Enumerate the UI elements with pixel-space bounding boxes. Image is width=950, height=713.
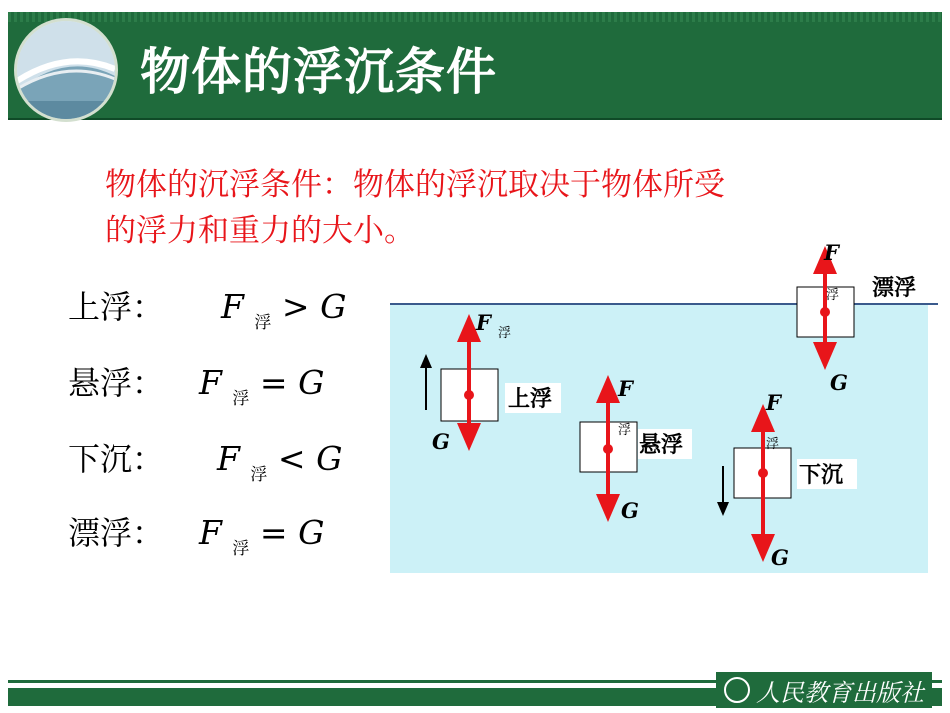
gravity-symbol: G [298,513,325,552]
force-symbol: F [217,439,240,478]
condition-label: 漂浮： [68,514,165,552]
rising-gravity-label: G [432,429,450,454]
floating-force-sub: 浮 [826,288,840,303]
gravity-symbol: G [298,363,325,402]
gravity-symbol: G [316,439,343,478]
sinking-center-dot [758,468,768,478]
relation-symbol: < [267,439,317,478]
floating-state-label: 漂浮 [872,276,917,301]
force-subscript: 浮 [254,313,272,333]
condition-label: 悬浮： [68,364,165,402]
relation-symbol: = [249,513,299,552]
floating-center-dot [820,307,830,317]
force-subscript: 浮 [232,389,250,409]
condition-label: 上浮： [68,288,165,326]
publisher-emblem-icon [724,677,750,703]
rising-state-label: 上浮 [508,387,553,412]
suspended-state-label: 悬浮 [639,433,684,458]
force-symbol: F [199,513,222,552]
force-symbol: F [221,287,244,326]
force-subscript: 浮 [250,465,268,485]
relation-symbol: = [249,363,299,402]
relation-symbol: > [271,287,321,326]
floating-gravity-label: G [830,370,848,395]
suspended-center-dot [603,444,613,454]
intro-text: 物体的沉浮条件：物体的浮沉取决于物体所受的浮力和重力的大小。 [105,167,725,249]
gravity-symbol: G [320,287,347,326]
force-symbol: F [199,363,222,402]
rising-force-sub: 浮 [498,326,512,341]
rising-center-dot [464,390,474,400]
sinking-gravity-label: G [771,545,789,570]
sinking-force-sub: 浮 [766,437,780,452]
force-subscript: 浮 [232,539,250,559]
page-title: 物体的浮沉条件 [140,43,497,101]
condition-label: 下沉： [68,440,165,478]
rising-force-label: F [476,310,491,335]
sinking-force-label: F [766,390,781,415]
suspended-gravity-label: G [621,498,639,523]
floating-force-label: F [824,240,839,265]
sinking-state-label: 下沉 [799,463,844,488]
suspended-force-sub: 浮 [618,423,632,438]
suspended-force-label: F [618,376,633,401]
publisher-name: 人民教育出版社 [756,678,924,707]
publisher-logo [716,672,932,708]
